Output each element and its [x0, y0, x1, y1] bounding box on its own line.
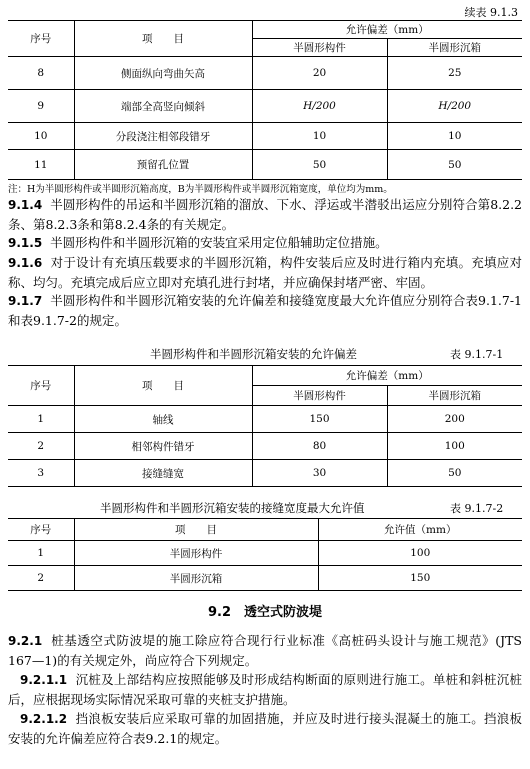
cell-value: 50 — [252, 150, 387, 180]
cell-no: 9 — [8, 90, 74, 123]
table-row — [8, 566, 522, 591]
cell-no: 8 — [37, 67, 45, 79]
paragraph-9-2-1-1: 9.2.1.1 沉桩及上部结构应按照能够及时形成结构断面的原则进行施工。单桩和斜桩沉桩后，应根据现场实际情况采取可靠的夹桩支护措施。 — [8, 672, 522, 707]
cell-value: H/200 — [252, 90, 387, 123]
header-no: 序号 — [8, 366, 74, 406]
cell-value: 30 — [252, 460, 387, 487]
header-no: 序号 — [8, 21, 74, 57]
table-note: 注：H为半圆形构件或半圆形沉箱高度，B为半圆形构件或半圆形沉箱宽度，单位均为mm。 — [8, 184, 393, 195]
table-9-1-7-1 — [8, 365, 522, 487]
header-tolerance: 允许偏差（mm） — [252, 21, 522, 39]
cell-item: 相邻构件错牙 — [74, 433, 252, 460]
paragraph-9-1-5: 9.1.5 半圆形构件和半圆形沉箱的安装宜采用定位船辅助定位措施。 — [8, 235, 388, 250]
header-item: 项 目 — [74, 519, 318, 541]
cell-value: 150 — [252, 406, 387, 433]
table-row — [8, 541, 522, 566]
cell-no: 2 — [8, 566, 74, 591]
cell-value: 50 — [387, 150, 522, 180]
table-9-1-7-2 — [8, 518, 522, 591]
cell-value: 10 — [252, 123, 387, 150]
paragraph-9-1-4: 9.1.4 半圆形构件的吊运和半圆形沉箱的溜放、下水、浮运或半潜驳出运应分别符合第8.2.2条、第8.2.3条和第8.2.4条的有关规定。 — [8, 197, 522, 232]
cell-item: 轴线 — [74, 406, 252, 433]
table-row — [8, 90, 522, 123]
paragraph-9-2-1-2: 9.2.1.2 挡浪板安装后应采取可靠的加固措施，并应及时进行接头混凝土的施工。挡浪板安装的允许偏差应符合表9.2.1的规定。 — [8, 711, 522, 746]
cell-item: 接缝缝宽 — [74, 460, 252, 487]
cell-no: 3 — [8, 460, 74, 487]
cell-value: 100 — [387, 433, 522, 460]
table-9-1-7-1-title: 半圆形构件和半圆形沉箱安装的允许偏差 — [150, 347, 357, 361]
cell-value: 150 — [318, 566, 522, 591]
cell-item: 预留孔位置 — [74, 150, 252, 180]
table-9-1-7-2-label: 表 9.1.7-2 — [450, 502, 504, 515]
table-9-1-3 — [8, 20, 522, 180]
cell-value: 50 — [387, 460, 522, 487]
section-heading-9-2: 9.2 透空式防波堤 — [207, 605, 323, 620]
cell-no: 10 — [8, 123, 74, 150]
paragraph-9-1-7: 9.1.7 半圆形构件和半圆形沉箱安装的允许偏差和接缝宽度最大允许值应分别符合表9.1.7-1和表9.1.7-2的规定。 — [8, 293, 522, 328]
cell-item: 分段浇注相邻段错牙 — [74, 123, 252, 150]
table-row — [8, 123, 522, 150]
header-sub-member: 半圆形构件 — [252, 39, 387, 57]
continued-table-label: 续表 9.1.3 — [464, 6, 518, 19]
header-sub-caisson: 半圆形沉箱 — [387, 386, 522, 406]
cell-value: 25 — [387, 57, 522, 90]
table-row — [8, 460, 522, 487]
cell-value: 20 — [252, 57, 387, 90]
table-row — [8, 433, 522, 460]
cell-item: 侧面纵向弯曲矢高 — [74, 57, 252, 90]
header-item: 项 目 — [74, 21, 252, 57]
cell-item: 半圆形构件 — [74, 541, 318, 566]
table-row — [8, 150, 522, 180]
table-row — [8, 57, 522, 90]
table-row — [8, 406, 522, 433]
cell-item: 端部全高竖向倾斜 — [74, 90, 252, 123]
paragraph-9-2-1: 9.2.1 桩基透空式防波堤的施工除应符合现行行业标准《高桩码头设计与施工规范》(JTS 167—1)的有关规定外，尚应符合下列规定。 — [8, 633, 522, 668]
cell-no: 2 — [8, 433, 74, 460]
cell-value: H/200 — [387, 90, 522, 123]
cell-no: 1 — [37, 547, 45, 559]
header-no: 序号 — [8, 519, 74, 541]
paragraph-9-1-6: 9.1.6 对于设计有充填压载要求的半圆形沉箱，构件安装后应及时进行箱内充填。充填应对称、均匀。充填完成后应立即对充填孔进行封堵，并应确保封堵严密、牢固。 — [8, 255, 522, 290]
header-tolerance: 允许偏差（mm） — [252, 366, 522, 386]
header-allowed: 允许值（mm） — [318, 519, 522, 541]
cell-item: 半圆形沉箱 — [74, 566, 318, 591]
header-sub-caisson: 半圆形沉箱 — [387, 39, 522, 57]
cell-no: 11 — [8, 150, 74, 180]
cell-value: 10 — [387, 123, 522, 150]
table-9-1-7-1-label: 表 9.1.7-1 — [450, 348, 504, 361]
cell-value: 80 — [252, 433, 387, 460]
cell-no: 1 — [37, 413, 45, 425]
table-9-1-7-2-title: 半圆形构件和半圆形沉箱安装的接缝宽度最大允许值 — [100, 501, 365, 515]
header-item: 项 目 — [74, 366, 252, 406]
cell-value: 100 — [318, 541, 522, 566]
header-sub-member: 半圆形构件 — [252, 386, 387, 406]
cell-value: 200 — [387, 406, 522, 433]
